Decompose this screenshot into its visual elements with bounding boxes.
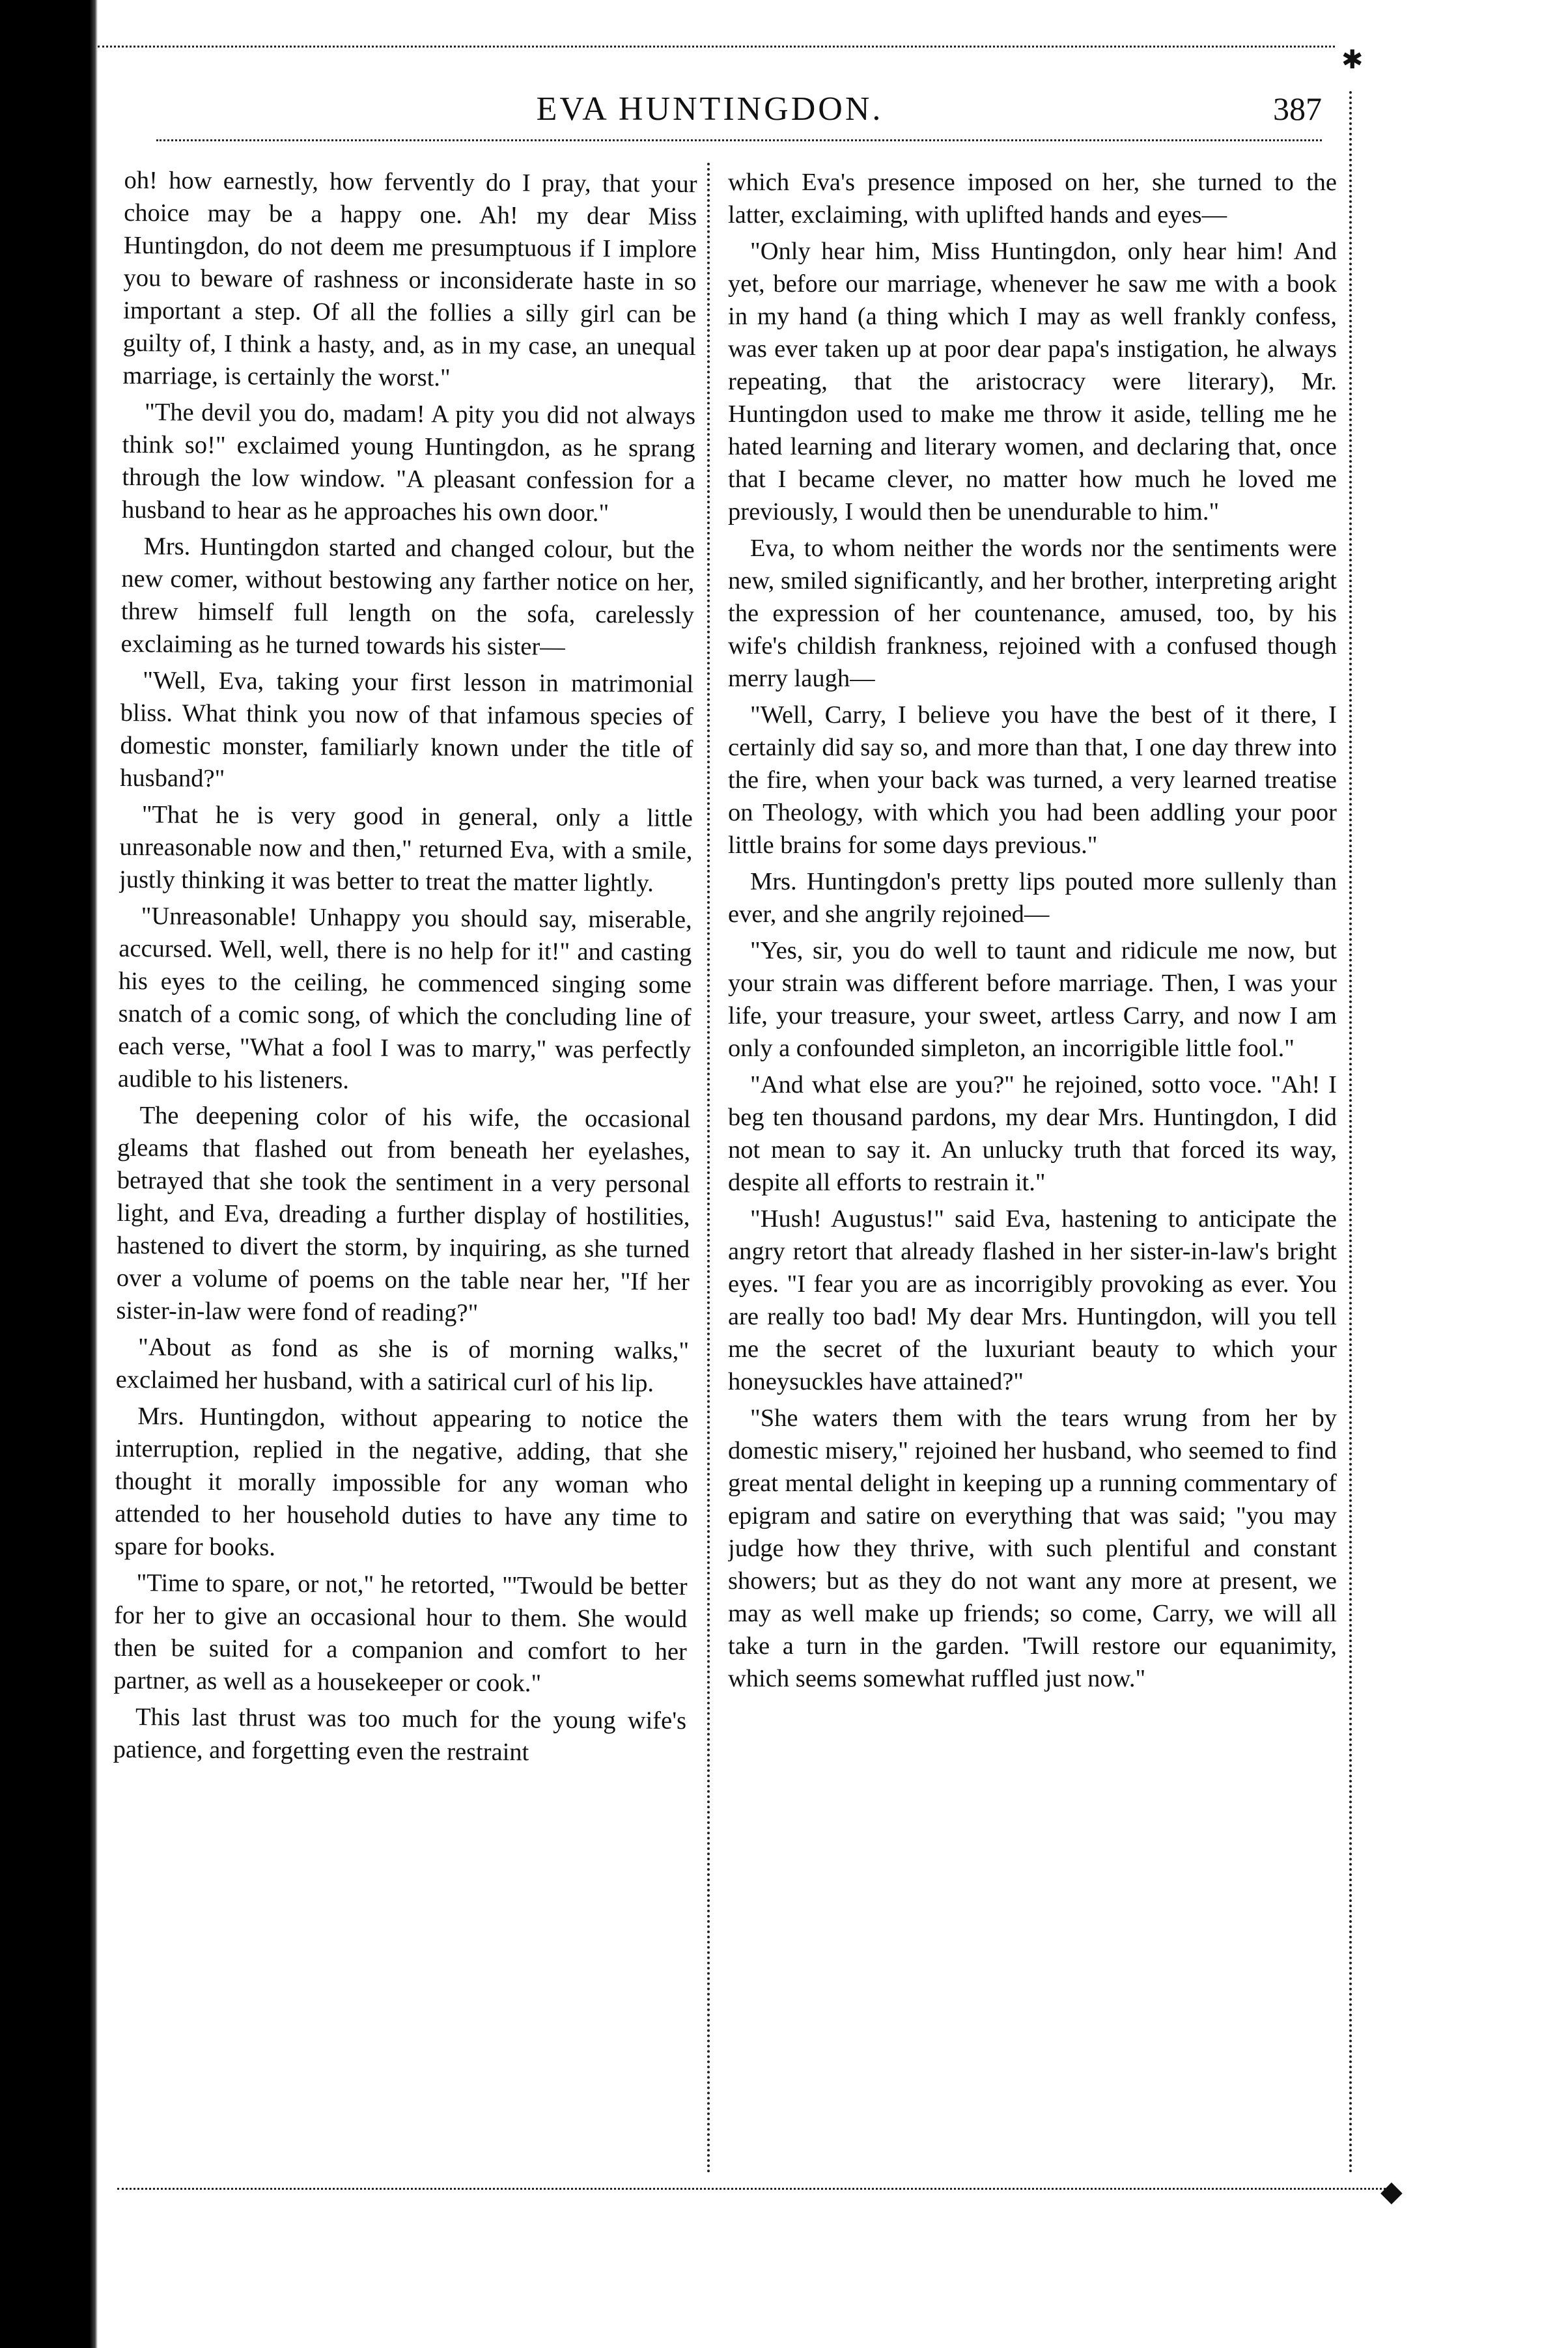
- right-column: [728, 166, 1337, 2172]
- paragraph: Mrs. Huntingdon's pretty lips pouted more sullenly than ever, and she angrily rejoined—: [728, 868, 1337, 928]
- left-column: [110, 164, 697, 2173]
- paragraph: "Time to spare, or not," he retorted, "'Twould be better for her to give an occasional hour to them. She would then be suited for a companion and comfort to her partner, as well as a housekeeper or cook.": [113, 1569, 688, 1698]
- column-divider: [707, 163, 710, 2175]
- paragraph: "About as fond as she is of morning walks," exclaimed her husband, with a satirical curl of his lip.: [115, 1334, 690, 1397]
- paragraph: "Well, Carry, I believe you have the best of it there, I certainly did say so, and more than that, I one day threw into the fire, when your back was turned, a very learned treatise on Theology, with which you had been addling your poor little brains for some days previous.": [728, 701, 1337, 859]
- bottom-corner-ornament: ◆: [1380, 2175, 1403, 2207]
- paragraph: "That he is very good in general, only a little unreasonable now and then," returned Eva, with a smile, justly thinking it was better to treat the matter lightly.: [119, 801, 693, 897]
- paragraph: "Hush! Augustus!" said Eva, hastening to anticipate the angry retort that already flashed in her sister-in-law's bright eyes. "I fear you are as incorrigibly provoking as ever. You are really too bad! My dear Mrs. Huntingdon, will you tell me the secret of the luxuriant beauty to which your honeysuckles have attained?": [728, 1205, 1337, 1395]
- paragraph: The deepening color of his wife, the occasional gleams that flashed out from beneath her eyelashes, betrayed that she took the sentiment in a very personal light, and Eva, dreading a further display of hostilities, hastened to divert the storm, by inquiring, as she turned over a volume of poems on the table near her, "If her sister-in-law were fond of reading?": [116, 1102, 691, 1327]
- paragraph: "Yes, sir, you do well to taunt and ridicule me now, but your strain was different before marriage. Then, I was your life, your treasure, your sweet, artless Carry, and now I am only a confounded simpleton, an incorrigible little fool.": [728, 937, 1337, 1062]
- paragraph: "And what else are you?" he rejoined, sotto voce. "Ah! I beg ten thousand pardons, my dear Mrs. Huntingdon, I did not mean to say it. An unlucky truth that forced its way, despite all efforts to restrain it.": [728, 1071, 1337, 1196]
- book-spine-shadow: [0, 0, 98, 2348]
- paragraph: Mrs. Huntingdon, without appearing to notice the interruption, replied in the negative, adding, that she thought it morally impossible for any woman who attended to her household duties to have any time to spare for books.: [114, 1403, 689, 1561]
- page-header: [98, 78, 1322, 137]
- paragraph: "Only hear him, Miss Huntingdon, only hear him! And yet, before our marriage, whenever he saw me with a book in my hand (a thing which I may as well frankly confess, was ever taken up at poor dear papa's instigation, he always repeating, that the aristocracy were literary), Mr. Huntingdon used to make me throw it aside, telling me he hated learning and literary women, and declaring that, once that I became clever, no matter how much he loved me previously, I would then be unendurable to him.": [728, 238, 1337, 525]
- corner-ornament: ✱: [1341, 45, 1364, 74]
- paragraph: This last thrust was too much for the young wife's patience, and forgetting even the restraint: [113, 1703, 687, 1767]
- paragraph: Mrs. Huntingdon started and changed colour, but the new comer, without bestowing any farther notice on her, threw himself full length on the sofa, carelessly exclaiming as he turned towards his sister—: [120, 533, 695, 661]
- running-title: EVA HUNTINGDON.: [536, 91, 884, 128]
- bottom-dotted-rule: [117, 2188, 1393, 2196]
- paragraph: "Unreasonable! Unhappy you should say, miserable, accursed. Well, well, there is no help for it!" and casting his eyes to the ceiling, he commenced singing some snatch of a comic song, of which the concluding line of each verse, "What a fool I was to marry," was perfectly audible to his listeners.: [117, 902, 692, 1095]
- paragraph: "The devil you do, madam! A pity you did not always think so!" exclaimed young Huntingdon, as he sprang through the low window. "A pleasant confession for a husband to hear as he approaches his own door.": [121, 398, 696, 527]
- paragraph: which Eva's presence imposed on her, she turned to the latter, exclaiming, with uplifted hands and eyes—: [728, 169, 1337, 229]
- paragraph: "Well, Eva, taking your first lesson in matrimonial bliss. What think you now of that infamous species of domestic monster, familiarly known under the title of husband?": [120, 667, 694, 793]
- header-dotted-rule: [156, 139, 1322, 148]
- paragraph: "She waters them with the tears wrung from her by domestic misery," rejoined her husband, who seemed to find great mental delight in keeping up a running commentary of epigram and satire on everything that was said; "you may judge how they thrive, with such plentiful and constant showers; but as they do not want any more at present, we may as well make up friends; so come, Carry, we will all take a turn in the garden. 'Twill restore our equanimity, which seems somewhat ruffled just now.": [728, 1405, 1337, 1692]
- page-number: 387: [1273, 91, 1322, 127]
- right-dotted-border: [1349, 91, 1352, 2175]
- top-dotted-rule: [98, 46, 1335, 57]
- paragraph: Eva, to whom neither the words nor the sentiments were new, smiled significantly, and her brother, interpreting aright the expression of her countenance, amused, too, by his wife's childish frankness, rejoined with a confused though merry laugh—: [728, 535, 1337, 692]
- paragraph: oh! how earnestly, how fervently do I pray, that your choice may be a happy one. Ah! my dear Miss Huntingdon, do not deem me presumptuous if I implore you to beware of rashness or inconsiderate haste in so important a step. Of all the follies a silly girl can be guilty of, I think a hasty, and, as in my case, an unequal marriage, is certainly the worst.": [122, 166, 697, 392]
